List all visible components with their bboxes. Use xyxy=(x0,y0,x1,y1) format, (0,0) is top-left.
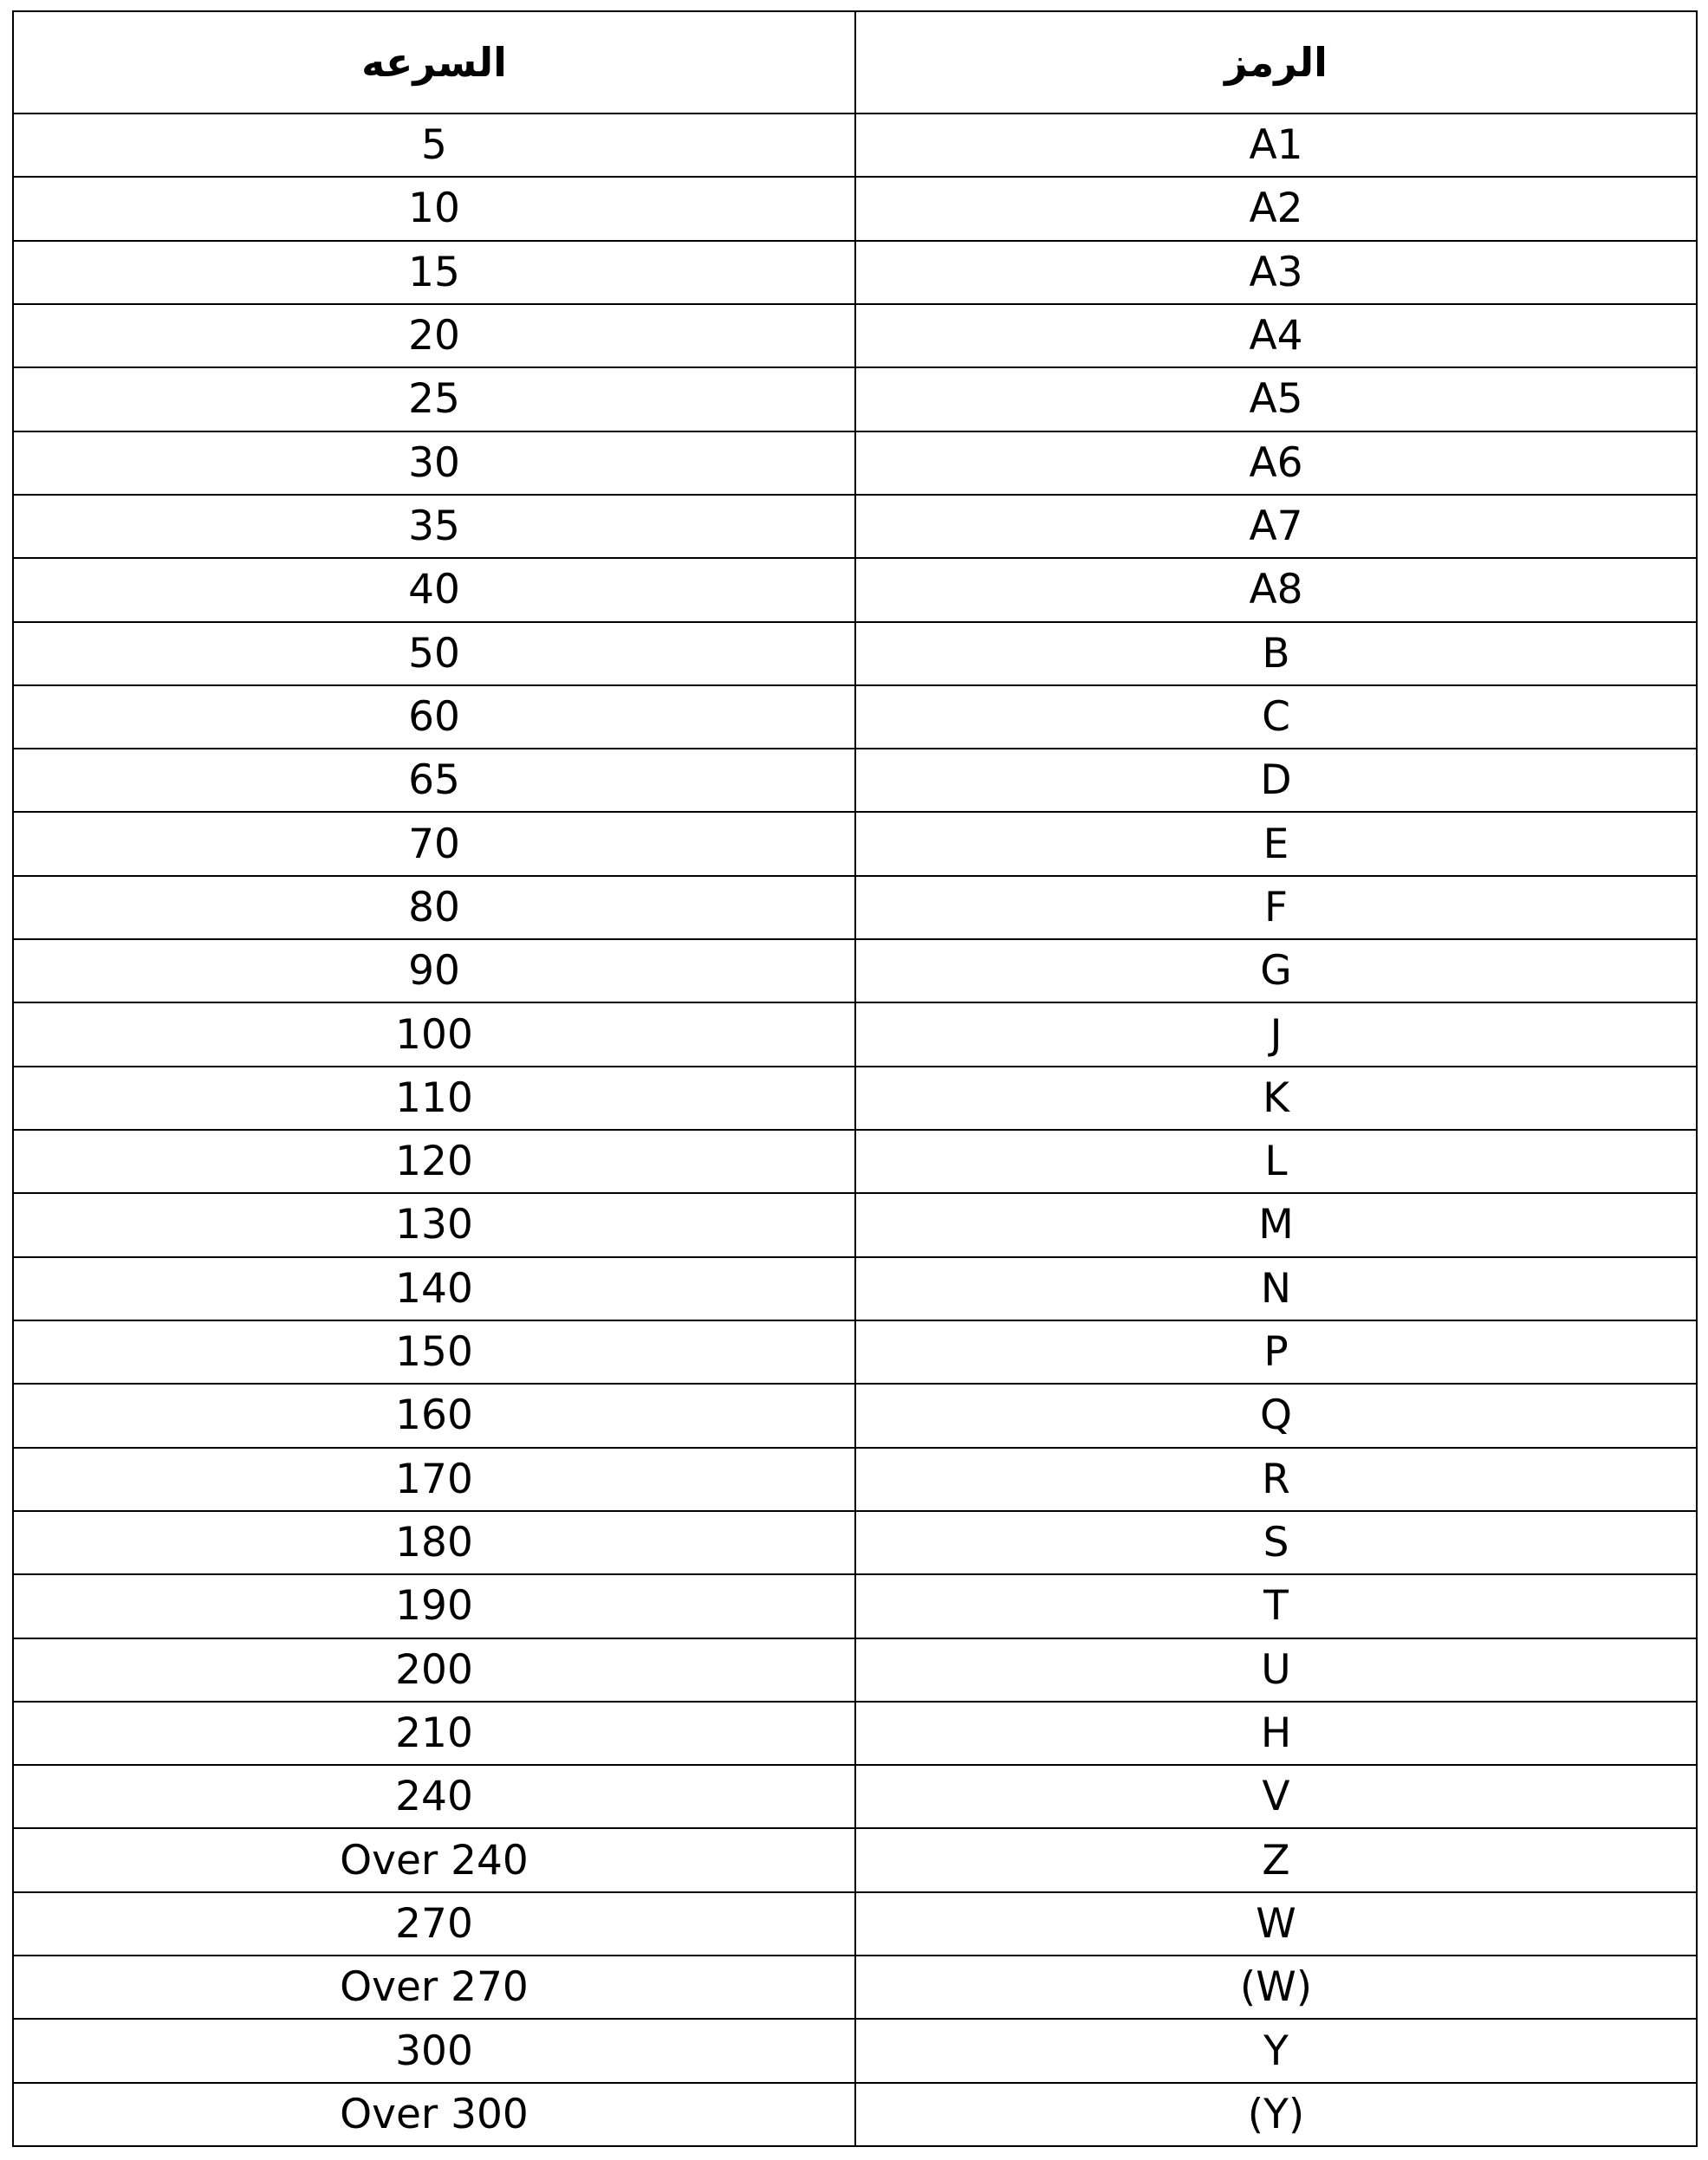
cell-speed: 240 xyxy=(13,1765,855,1828)
table-row xyxy=(13,495,1697,558)
cell-code: Y xyxy=(855,2019,1697,2082)
table-row xyxy=(13,685,1697,749)
cell-code: Z xyxy=(855,1828,1697,1891)
cell-speed: 40 xyxy=(13,558,855,621)
cell-speed: 5 xyxy=(13,114,855,177)
cell-speed: 200 xyxy=(13,1638,855,1702)
cell-speed: 60 xyxy=(13,685,855,749)
cell-code: C xyxy=(855,685,1697,749)
cell-speed: Over 270 xyxy=(13,1956,855,2019)
table-row xyxy=(13,1193,1697,1256)
cell-code: G xyxy=(855,939,1697,1002)
cell-code: B xyxy=(855,622,1697,685)
cell-code: K xyxy=(855,1067,1697,1130)
table-row xyxy=(13,749,1697,812)
cell-speed: 140 xyxy=(13,1257,855,1320)
cell-code: A5 xyxy=(855,367,1697,431)
cell-code: W xyxy=(855,1892,1697,1956)
table-row xyxy=(13,2083,1697,2146)
cell-code: D xyxy=(855,749,1697,812)
table-row xyxy=(13,1130,1697,1193)
cell-speed: 170 xyxy=(13,1448,855,1511)
cell-code: F xyxy=(855,876,1697,939)
table-header-row xyxy=(13,11,1697,114)
cell-speed: 130 xyxy=(13,1193,855,1256)
cell-code: U xyxy=(855,1638,1697,1702)
cell-code: A1 xyxy=(855,114,1697,177)
cell-speed: 190 xyxy=(13,1574,855,1638)
table-row xyxy=(13,1574,1697,1638)
cell-speed: 25 xyxy=(13,367,855,431)
cell-code: E xyxy=(855,812,1697,875)
cell-code: R xyxy=(855,1448,1697,1511)
cell-speed: 90 xyxy=(13,939,855,1002)
cell-speed: 300 xyxy=(13,2019,855,2082)
table-row xyxy=(13,1638,1697,1702)
table-body xyxy=(13,114,1697,2146)
table-row xyxy=(13,431,1697,495)
cell-code: L xyxy=(855,1130,1697,1193)
cell-speed: 120 xyxy=(13,1130,855,1193)
table-row xyxy=(13,1765,1697,1828)
cell-code: A3 xyxy=(855,241,1697,304)
table-row xyxy=(13,1828,1697,1891)
cell-code: S xyxy=(855,1511,1697,1574)
cell-code: V xyxy=(855,1765,1697,1828)
cell-code: (Y) xyxy=(855,2083,1697,2146)
cell-speed: 270 xyxy=(13,1892,855,1956)
speed-code-table xyxy=(12,10,1698,2147)
cell-speed: 100 xyxy=(13,1002,855,1066)
cell-speed: 15 xyxy=(13,241,855,304)
table-row xyxy=(13,939,1697,1002)
table-row xyxy=(13,558,1697,621)
table-row xyxy=(13,1702,1697,1765)
cell-code: N xyxy=(855,1257,1697,1320)
cell-code: (W) xyxy=(855,1956,1697,2019)
table-row xyxy=(13,367,1697,431)
cell-code: J xyxy=(855,1002,1697,1066)
table-row xyxy=(13,114,1697,177)
cell-code: M xyxy=(855,1193,1697,1256)
table-row xyxy=(13,622,1697,685)
table-row xyxy=(13,2019,1697,2082)
cell-code: P xyxy=(855,1320,1697,1384)
cell-speed: 180 xyxy=(13,1511,855,1574)
header-speed: السرعه xyxy=(13,11,855,114)
cell-speed: 110 xyxy=(13,1067,855,1130)
table-row xyxy=(13,177,1697,240)
cell-code: A8 xyxy=(855,558,1697,621)
cell-code: Q xyxy=(855,1384,1697,1447)
cell-code: A4 xyxy=(855,304,1697,367)
cell-code: A2 xyxy=(855,177,1697,240)
cell-speed: Over 240 xyxy=(13,1828,855,1891)
table-row xyxy=(13,304,1697,367)
cell-code: A6 xyxy=(855,431,1697,495)
table-row xyxy=(13,1448,1697,1511)
table-row xyxy=(13,1892,1697,1956)
cell-speed: 50 xyxy=(13,622,855,685)
table-row xyxy=(13,1511,1697,1574)
cell-speed: 10 xyxy=(13,177,855,240)
cell-speed: 80 xyxy=(13,876,855,939)
table-row xyxy=(13,812,1697,875)
cell-speed: 70 xyxy=(13,812,855,875)
table-row xyxy=(13,1956,1697,2019)
table-row xyxy=(13,1384,1697,1447)
table-row xyxy=(13,241,1697,304)
cell-speed: 35 xyxy=(13,495,855,558)
cell-speed: 30 xyxy=(13,431,855,495)
cell-speed: 65 xyxy=(13,749,855,812)
cell-speed: 150 xyxy=(13,1320,855,1384)
cell-speed: 20 xyxy=(13,304,855,367)
cell-code: H xyxy=(855,1702,1697,1765)
header-code: الرمز xyxy=(855,11,1697,114)
cell-code: A7 xyxy=(855,495,1697,558)
table-row xyxy=(13,876,1697,939)
cell-code: T xyxy=(855,1574,1697,1638)
table-row xyxy=(13,1002,1697,1066)
cell-speed: 210 xyxy=(13,1702,855,1765)
table-row xyxy=(13,1320,1697,1384)
table-row xyxy=(13,1257,1697,1320)
table-row xyxy=(13,1067,1697,1130)
cell-speed: 160 xyxy=(13,1384,855,1447)
cell-speed: Over 300 xyxy=(13,2083,855,2146)
